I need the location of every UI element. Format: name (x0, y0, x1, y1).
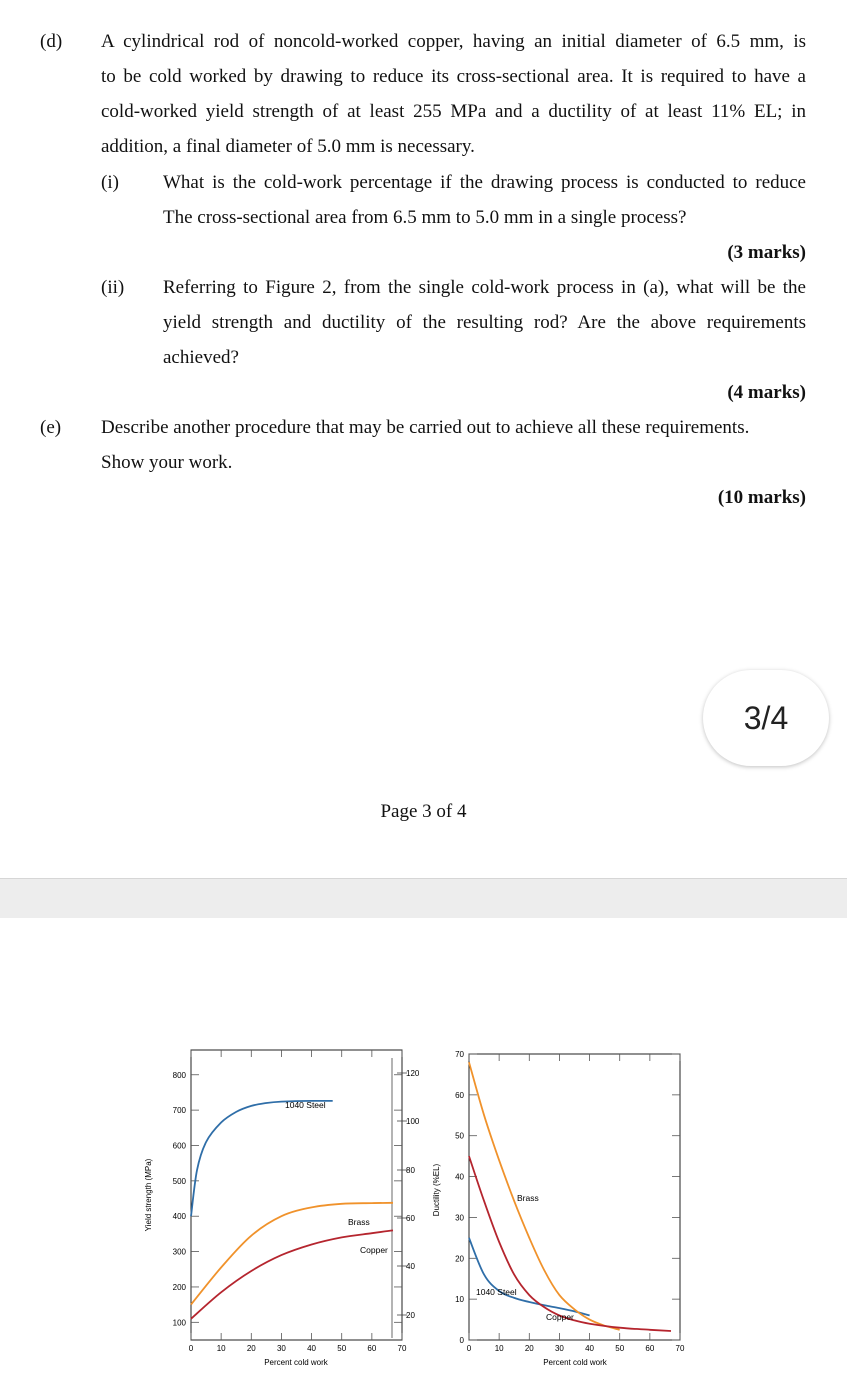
x-tick-label: 20 (246, 1344, 256, 1353)
question-d-line-2: to be cold worked by drawing to reduce its cross-sectional area. It is required to have a (101, 66, 806, 87)
part-i-marks: (3 marks) (727, 242, 806, 263)
y-tick-label: 200 (172, 1282, 186, 1292)
question-e-line-2: Show your work. (101, 452, 233, 473)
question-d-line-1: A cylindrical rod of noncold-worked copper, having an initial diameter of 6.5 mm, is (101, 31, 806, 52)
part-i-line-2: The cross-sectional area from 6.5 mm to 5.0 mm in a single process? (163, 207, 687, 228)
series-line-1040-steel (191, 1101, 333, 1216)
x-tick-label: 60 (645, 1344, 655, 1353)
right-xlabel: Percent cold work (543, 1358, 607, 1367)
x-tick-label: 20 (524, 1344, 534, 1353)
y-tick-label: 60 (455, 1090, 464, 1100)
y-tick-label: 20 (455, 1254, 464, 1264)
y-tick-label: 30 (455, 1213, 464, 1223)
question-e-marks: (10 marks) (717, 487, 806, 508)
part-ii-line-1: Referring to Figure 2, from the single cold-work process in (a), what will be the (163, 277, 806, 298)
part-ii-line-3: achieved? (163, 347, 239, 368)
part-i-label: (i) (101, 172, 119, 193)
y-tick-label: 10 (455, 1295, 464, 1305)
x-tick-label: 0 (188, 1344, 194, 1353)
label-brass-right: Brass (517, 1193, 539, 1203)
label-copper-left: Copper (360, 1245, 388, 1255)
x-tick-label: 50 (337, 1344, 347, 1353)
secondary-tick-label: 100 (406, 1117, 420, 1126)
question-d-line-4: addition, a final diameter of 5.0 mm is necessary. (101, 136, 475, 157)
question-d-line-3: cold-worked yield strength of at least 255 MPa and a ductility of at least 11% EL; in (101, 101, 806, 122)
y-tick-label: 500 (172, 1176, 186, 1186)
label-copper-right: Copper (546, 1312, 574, 1322)
x-tick-label: 10 (494, 1344, 504, 1353)
part-i-line-1: What is the cold-work percentage if the drawing process is conducted to reduce (163, 172, 806, 193)
x-tick-label: 70 (397, 1344, 407, 1353)
y-tick-label: 300 (172, 1247, 186, 1257)
y-tick-label: 70 (455, 1050, 464, 1059)
question-d-label: (d) (40, 31, 63, 52)
right-ylabel: Ductility (%EL) (432, 1163, 441, 1217)
y-tick-label: 40 (455, 1172, 464, 1182)
chart-ductility (432, 1050, 685, 1367)
left-xlabel: Percent cold work (264, 1358, 328, 1367)
y-tick-label: 800 (172, 1070, 186, 1080)
x-tick-label: 60 (367, 1344, 377, 1353)
label-brass-left: Brass (348, 1217, 370, 1227)
page-footer: Page 3 of 4 (380, 801, 467, 822)
label-1040-steel-right: 1040 Steel (476, 1287, 517, 1297)
x-tick-label: 30 (276, 1344, 286, 1353)
y-tick-label: 600 (172, 1141, 186, 1151)
y-tick-label: 100 (172, 1318, 186, 1328)
question-e-label: (e) (40, 417, 62, 438)
part-ii-line-2: yield strength and ductility of the resulting rod? Are the above requirements (163, 312, 806, 333)
secondary-tick-label: 80 (406, 1166, 415, 1175)
label-1040-steel-left: 1040 Steel (285, 1100, 326, 1110)
figure-2 (0, 918, 847, 1385)
chart-yield-strength (144, 1050, 420, 1367)
page-divider (0, 878, 847, 919)
x-tick-label: 40 (585, 1344, 595, 1353)
y-tick-label: 0 (459, 1336, 464, 1345)
secondary-tick-label: 20 (406, 1311, 415, 1320)
page-indicator-badge: 3/4 (703, 670, 829, 766)
secondary-tick-label: 40 (406, 1262, 415, 1271)
x-tick-label: 30 (554, 1344, 564, 1353)
series-line-1040-steel (469, 1238, 590, 1316)
x-tick-label: 40 (307, 1344, 317, 1353)
x-tick-label: 50 (615, 1344, 625, 1353)
question-e-line-1: Describe another procedure that may be carried out to achieve all these requirements. (101, 417, 750, 438)
y-tick-label: 700 (172, 1106, 186, 1116)
secondary-tick-label: 120 (406, 1069, 420, 1078)
left-ylabel: Yield strength (MPa) (144, 1158, 153, 1232)
series-line-copper (191, 1230, 393, 1318)
y-tick-label: 400 (172, 1212, 186, 1222)
secondary-tick-label: 60 (406, 1214, 415, 1223)
x-tick-label: 10 (216, 1344, 226, 1353)
x-tick-label: 0 (466, 1344, 472, 1353)
x-tick-label: 70 (675, 1344, 685, 1353)
figure-2-svg (0, 918, 847, 1385)
y-tick-label: 50 (455, 1131, 464, 1141)
part-ii-marks: (4 marks) (727, 382, 806, 403)
part-ii-label: (ii) (101, 277, 125, 298)
